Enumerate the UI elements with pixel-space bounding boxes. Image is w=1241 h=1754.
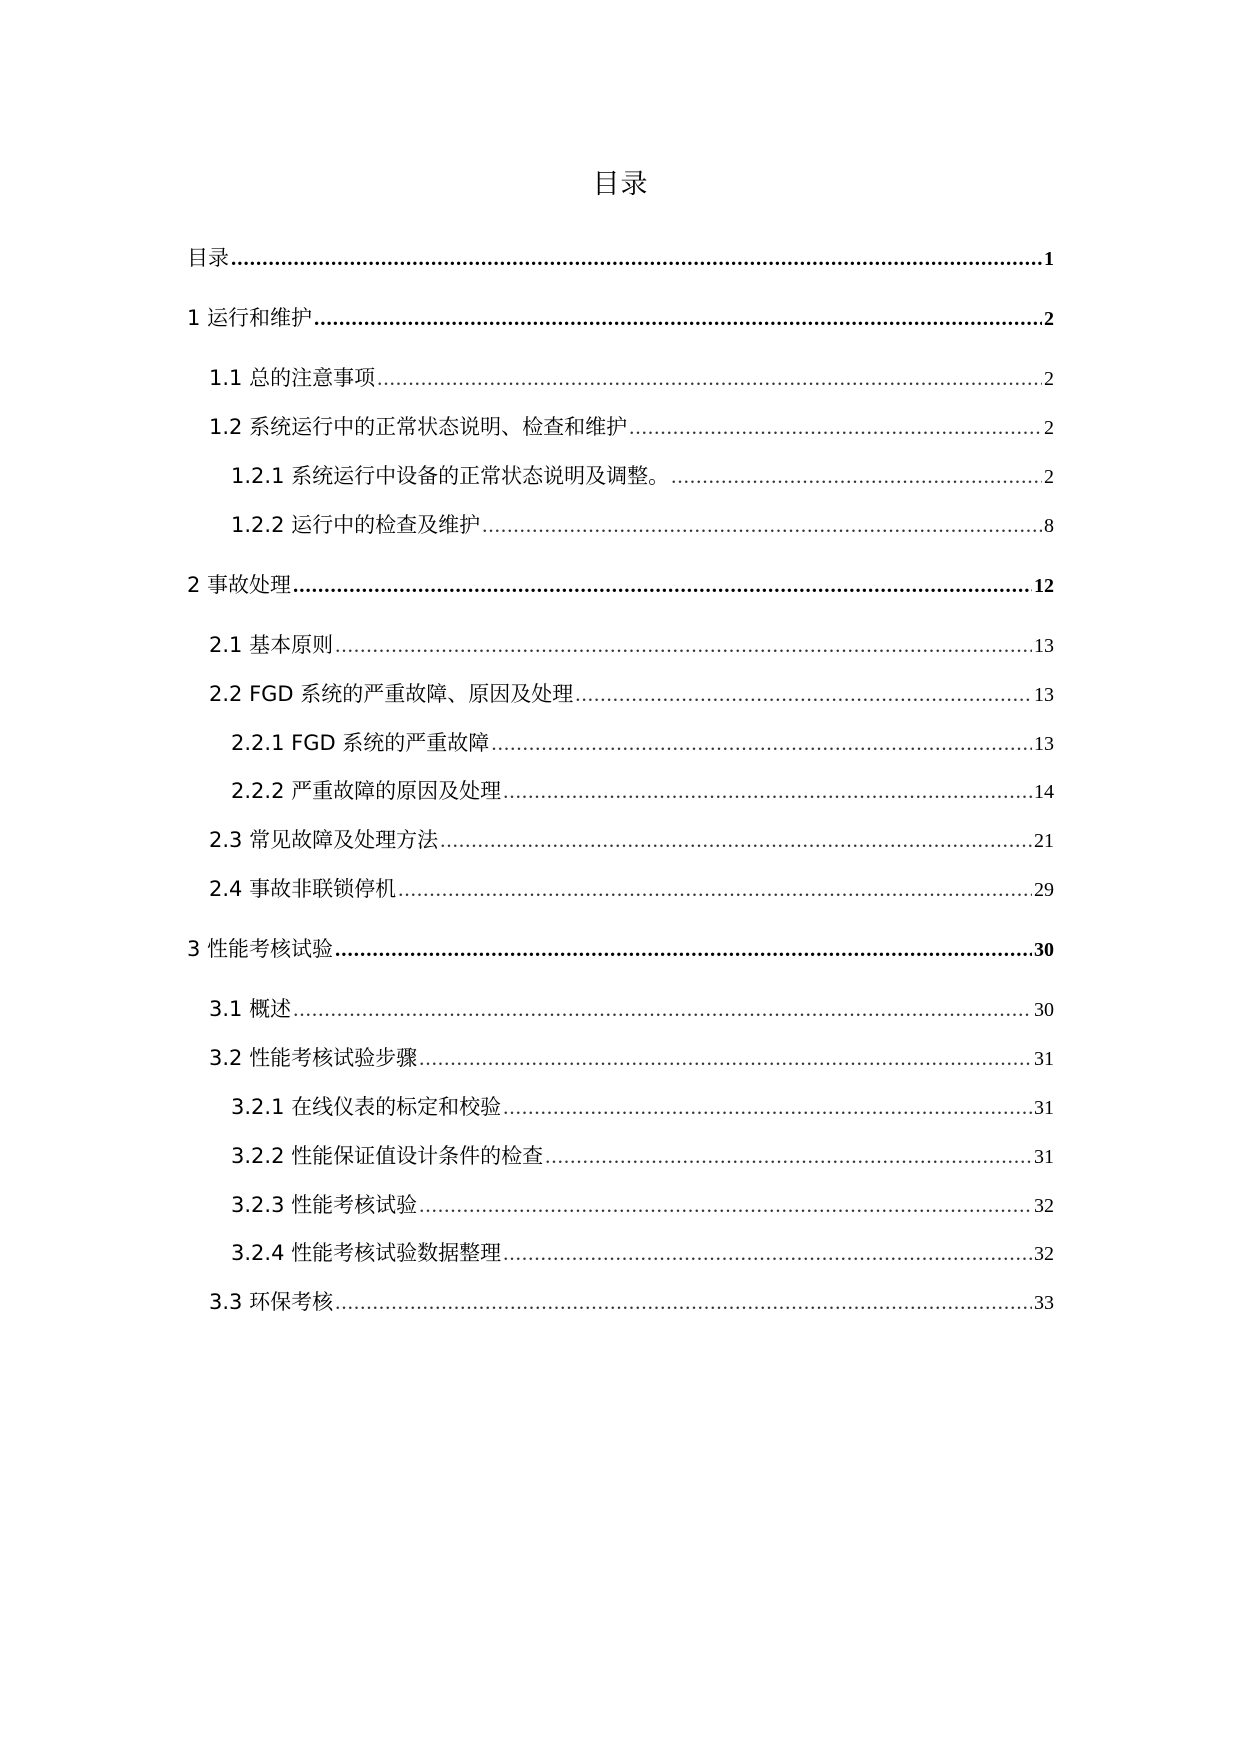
toc-entry[interactable] xyxy=(231,727,1054,757)
toc-leader xyxy=(629,415,1042,440)
toc-entry-page: 12 xyxy=(1034,575,1054,597)
toc-entry-page: 32 xyxy=(1034,1195,1054,1217)
toc-leader xyxy=(491,731,1032,756)
toc-entry[interactable] xyxy=(187,242,1054,272)
toc-entry-label: 2.2.1 FGD 系统的严重故障 xyxy=(231,731,490,755)
toc-leader xyxy=(335,1290,1032,1315)
toc-entry[interactable] xyxy=(209,993,1054,1023)
toc-leader xyxy=(398,877,1032,902)
toc-leader xyxy=(575,682,1032,707)
toc-entry-page: 21 xyxy=(1034,830,1054,852)
toc-entry-label: 2.2.2 严重故障的原因及处理 xyxy=(231,779,502,803)
toc-entry[interactable] xyxy=(209,873,1054,903)
toc-entry-page: 30 xyxy=(1034,939,1054,961)
toc-entry-label: 3.2 性能考核试验步骤 xyxy=(209,1046,418,1070)
toc-entry-page: 2 xyxy=(1044,417,1054,439)
toc-entry-label: 1 运行和维护 xyxy=(187,306,313,330)
toc-entry[interactable] xyxy=(231,1237,1054,1267)
toc-leader xyxy=(503,1095,1032,1120)
toc-entry-label: 目录 xyxy=(187,246,229,270)
toc-entry[interactable] xyxy=(231,775,1054,805)
toc-entry[interactable] xyxy=(209,1286,1054,1316)
toc-entry-label: 1.1 总的注意事项 xyxy=(209,366,376,390)
toc-entry-label: 1.2 系统运行中的正常状态说明、检查和维护 xyxy=(209,415,628,439)
toc-entry[interactable] xyxy=(187,569,1054,599)
toc-entry[interactable] xyxy=(231,1189,1054,1219)
toc-entry-label: 1.2.1 系统运行中设备的正常状态说明及调整。 xyxy=(231,464,670,488)
toc-entry[interactable] xyxy=(187,302,1054,332)
toc-entry-page: 31 xyxy=(1034,1048,1054,1070)
toc-leader xyxy=(293,997,1032,1022)
toc-entry-label: 3.2.3 性能考核试验 xyxy=(231,1193,418,1217)
toc-entry-page: 13 xyxy=(1034,684,1054,706)
toc-entry[interactable] xyxy=(209,362,1054,392)
toc-leader xyxy=(335,937,1032,962)
toc-entry-label: 2.2 FGD 系统的严重故障、原因及处理 xyxy=(209,682,574,706)
toc-entry-page: 30 xyxy=(1034,999,1054,1021)
toc-entry-label: 2 事故处理 xyxy=(187,573,292,597)
toc-entry-label: 2.4 事故非联锁停机 xyxy=(209,877,397,901)
toc-entry-label: 3 性能考核试验 xyxy=(187,937,334,961)
toc-entry[interactable] xyxy=(231,460,1054,490)
toc-leader xyxy=(503,1241,1032,1266)
toc-leader xyxy=(419,1193,1032,1218)
toc-entry-page: 8 xyxy=(1044,515,1054,537)
page-title: 目录 xyxy=(592,169,649,200)
toc-leader xyxy=(335,633,1032,658)
toc-entry-page: 2 xyxy=(1044,308,1054,330)
toc-entry[interactable] xyxy=(209,629,1054,659)
toc-leader xyxy=(671,464,1042,489)
toc-leader xyxy=(314,306,1042,331)
toc-entry-page: 31 xyxy=(1034,1146,1054,1168)
toc-entry[interactable] xyxy=(231,1140,1054,1170)
toc-entry-label: 1.2.2 运行中的检查及维护 xyxy=(231,513,481,537)
toc-entry-label: 3.3 环保考核 xyxy=(209,1290,334,1314)
toc-leader xyxy=(482,513,1042,538)
toc-entry-label: 2.1 基本原则 xyxy=(209,633,334,657)
toc-entry-page: 14 xyxy=(1034,781,1054,803)
toc-leader xyxy=(293,573,1032,598)
toc-entry-page: 2 xyxy=(1044,368,1054,390)
toc-leader xyxy=(503,779,1032,804)
toc-entry-label: 3.2.4 性能考核试验数据整理 xyxy=(231,1241,502,1265)
toc-entry-page: 2 xyxy=(1044,466,1054,488)
toc-entry-page: 31 xyxy=(1034,1097,1054,1119)
toc-entry-page: 29 xyxy=(1034,879,1054,901)
toc-leader xyxy=(377,366,1042,391)
toc-entry[interactable] xyxy=(209,678,1054,708)
toc-entry-label: 2.3 常见故障及处理方法 xyxy=(209,828,439,852)
toc-leader xyxy=(440,828,1032,853)
toc-leader xyxy=(231,246,1042,271)
toc-entry-label: 3.1 概述 xyxy=(209,997,292,1021)
toc-entry-page: 33 xyxy=(1034,1292,1054,1314)
toc-entry[interactable] xyxy=(187,933,1054,963)
toc-entry-label: 3.2.1 在线仪表的标定和校验 xyxy=(231,1095,502,1119)
toc-entry[interactable] xyxy=(231,509,1054,539)
toc-leader xyxy=(419,1046,1032,1071)
toc-entry-page: 1 xyxy=(1044,248,1054,270)
toc-entry-label: 3.2.2 性能保证值设计条件的检查 xyxy=(231,1144,544,1168)
toc-entry[interactable] xyxy=(231,1091,1054,1121)
toc-entry-page: 13 xyxy=(1034,733,1054,755)
toc-entry[interactable] xyxy=(209,1042,1054,1072)
toc-entry[interactable] xyxy=(209,824,1054,854)
toc-entry-page: 32 xyxy=(1034,1243,1054,1265)
toc-entry[interactable] xyxy=(209,411,1054,441)
toc-leader xyxy=(545,1144,1032,1169)
toc-entry-page: 13 xyxy=(1034,635,1054,657)
